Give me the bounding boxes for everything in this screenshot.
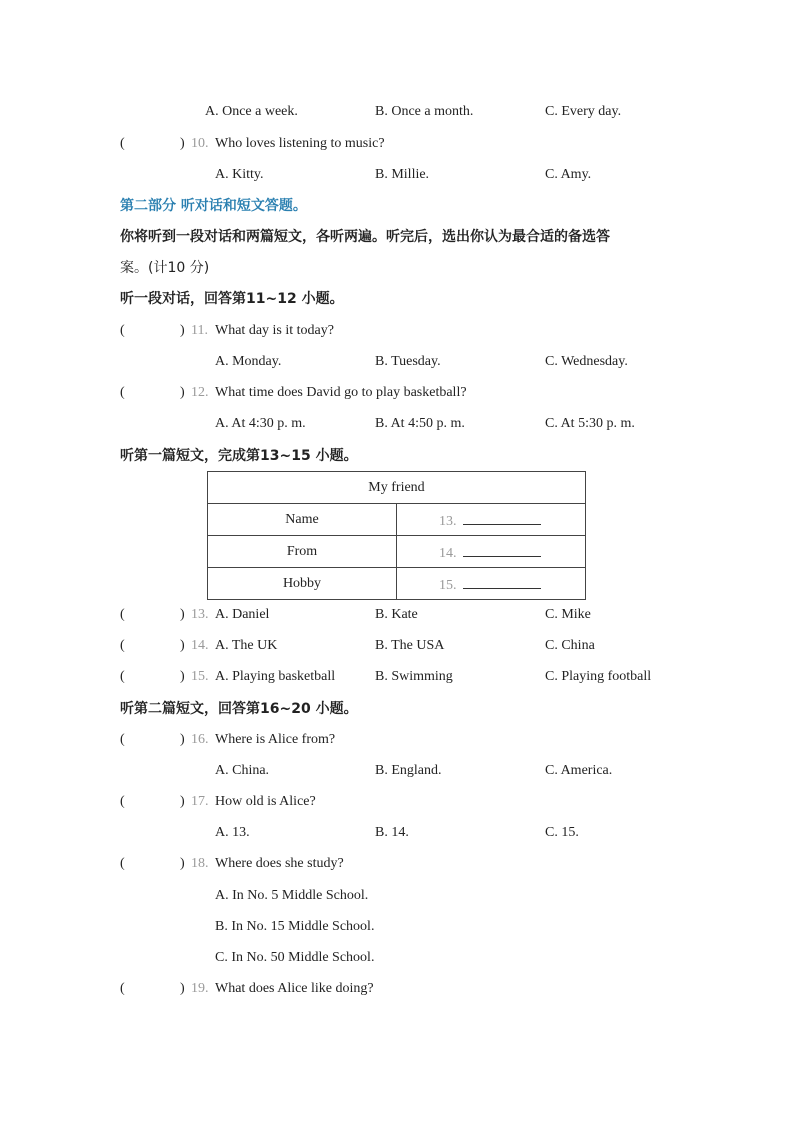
question-number: 12.: [191, 385, 209, 400]
question-number: 15.: [191, 669, 209, 684]
question-number: 13.: [191, 607, 209, 622]
table-title: My friend: [208, 472, 586, 504]
question-text: How old is Alice?: [215, 794, 316, 809]
question-text: What does Alice like doing?: [215, 981, 374, 996]
question-text: What day is it today?: [215, 323, 334, 338]
section-title: 第二部分 听对话和短文答题。: [120, 198, 307, 214]
answer-paren-close: ): [180, 794, 185, 809]
q13-option-b: B. Kate: [375, 607, 418, 622]
answer-paren-close: ): [180, 607, 185, 622]
answer-paren-close: ): [180, 323, 185, 338]
section-instruction-cont: 案。(计10 分): [120, 260, 210, 276]
q15-option-a: A. Playing basketball: [215, 669, 336, 684]
answer-paren-close: ): [180, 981, 185, 996]
answer-paren-open: (: [120, 856, 125, 871]
q16-option-b: B. England.: [375, 763, 442, 778]
question-number: 11.: [191, 323, 208, 338]
q17-option-c: C. 15.: [545, 825, 579, 840]
answer-paren-open: (: [120, 323, 125, 338]
answer-paren-close: ): [180, 732, 185, 747]
answer-blank[interactable]: [463, 542, 541, 557]
question-text: Who loves listening to music?: [215, 136, 385, 151]
q18-option-a: A. In No. 5 Middle School.: [215, 888, 369, 903]
answer-paren-close: ): [180, 856, 185, 871]
q10-option-a: A. Kitty.: [215, 167, 264, 182]
question-number: 14.: [191, 638, 209, 653]
q14-option-b: B. The USA: [375, 638, 445, 653]
passage2-heading: 听第二篇短文，回答第16~20 小题。: [120, 701, 358, 717]
q12-option-a: A. At 4:30 p. m.: [215, 416, 306, 431]
q9-option-b: B. Once a month.: [375, 104, 474, 119]
q10-option-c: C. Amy.: [545, 167, 592, 182]
table-item-number: 15.: [439, 577, 457, 593]
q15-option-b: B. Swimming: [375, 669, 453, 684]
table-row-label: From: [208, 536, 397, 568]
table-row-label: Hobby: [208, 568, 397, 600]
table-answer-cell: [397, 536, 586, 568]
answer-paren-open: (: [120, 638, 125, 653]
q12-option-b: B. At 4:50 p. m.: [375, 416, 465, 431]
q11-option-c: C. Wednesday.: [545, 354, 628, 369]
my-friend-table: [207, 471, 586, 600]
answer-paren-open: (: [120, 794, 125, 809]
q12-option-c: C. At 5:30 p. m.: [545, 416, 635, 431]
q18-option-c: C. In No. 50 Middle School.: [215, 950, 375, 965]
answer-paren-open: (: [120, 136, 125, 151]
question-text: Where does she study?: [215, 856, 344, 871]
question-number: 17.: [191, 794, 209, 809]
answer-paren-close: ): [180, 136, 185, 151]
q9-option-c: C. Every day.: [545, 104, 622, 119]
q17-option-b: B. 14.: [375, 825, 409, 840]
answer-paren-close: ): [180, 669, 185, 684]
answer-paren-open: (: [120, 385, 125, 400]
q13-option-a: A. Daniel: [215, 607, 270, 622]
q14-option-c: C. China: [545, 638, 595, 653]
table-row-label: Name: [208, 504, 397, 536]
question-number: 10.: [191, 136, 209, 151]
table-row: [208, 568, 586, 600]
answer-paren-open: (: [120, 981, 125, 996]
q18-option-b: B. In No. 15 Middle School.: [215, 919, 375, 934]
question-number: 16.: [191, 732, 209, 747]
question-number: 18.: [191, 856, 209, 871]
q17-option-a: A. 13.: [215, 825, 250, 840]
question-number: 19.: [191, 981, 209, 996]
table-answer-cell: [397, 568, 586, 600]
dialog-heading: 听一段对话，回答第11~12 小题。: [120, 291, 344, 307]
section-instruction: 你将听到一段对话和两篇短文，各听两遍。听完后，选出你认为最合适的备选答: [120, 229, 610, 245]
passage1-heading: 听第一篇短文，完成第13~15 小题。: [120, 448, 358, 464]
q13-option-c: C. Mike: [545, 607, 591, 622]
answer-paren-open: (: [120, 732, 125, 747]
table-row: [208, 504, 586, 536]
table-answer-cell: [397, 504, 586, 536]
answer-paren-close: ): [180, 638, 185, 653]
answer-blank[interactable]: [463, 510, 541, 525]
question-text: Where is Alice from?: [215, 732, 336, 747]
q16-option-c: C. America.: [545, 763, 613, 778]
answer-paren-open: (: [120, 669, 125, 684]
q16-option-a: A. China.: [215, 763, 270, 778]
answer-paren-open: (: [120, 607, 125, 622]
table-row: [208, 536, 586, 568]
answer-paren-close: ): [180, 385, 185, 400]
q10-option-b: B. Millie.: [375, 167, 430, 182]
question-text: What time does David go to play basketball?: [215, 385, 467, 400]
q11-option-b: B. Tuesday.: [375, 354, 441, 369]
q14-option-a: A. The UK: [215, 638, 278, 653]
q11-option-a: A. Monday.: [215, 354, 282, 369]
answer-blank[interactable]: [463, 574, 541, 589]
q9-option-a: A. Once a week.: [205, 104, 298, 119]
table-item-number: 13.: [439, 513, 457, 529]
q15-option-c: C. Playing football: [545, 669, 652, 684]
table-item-number: 14.: [439, 545, 457, 561]
